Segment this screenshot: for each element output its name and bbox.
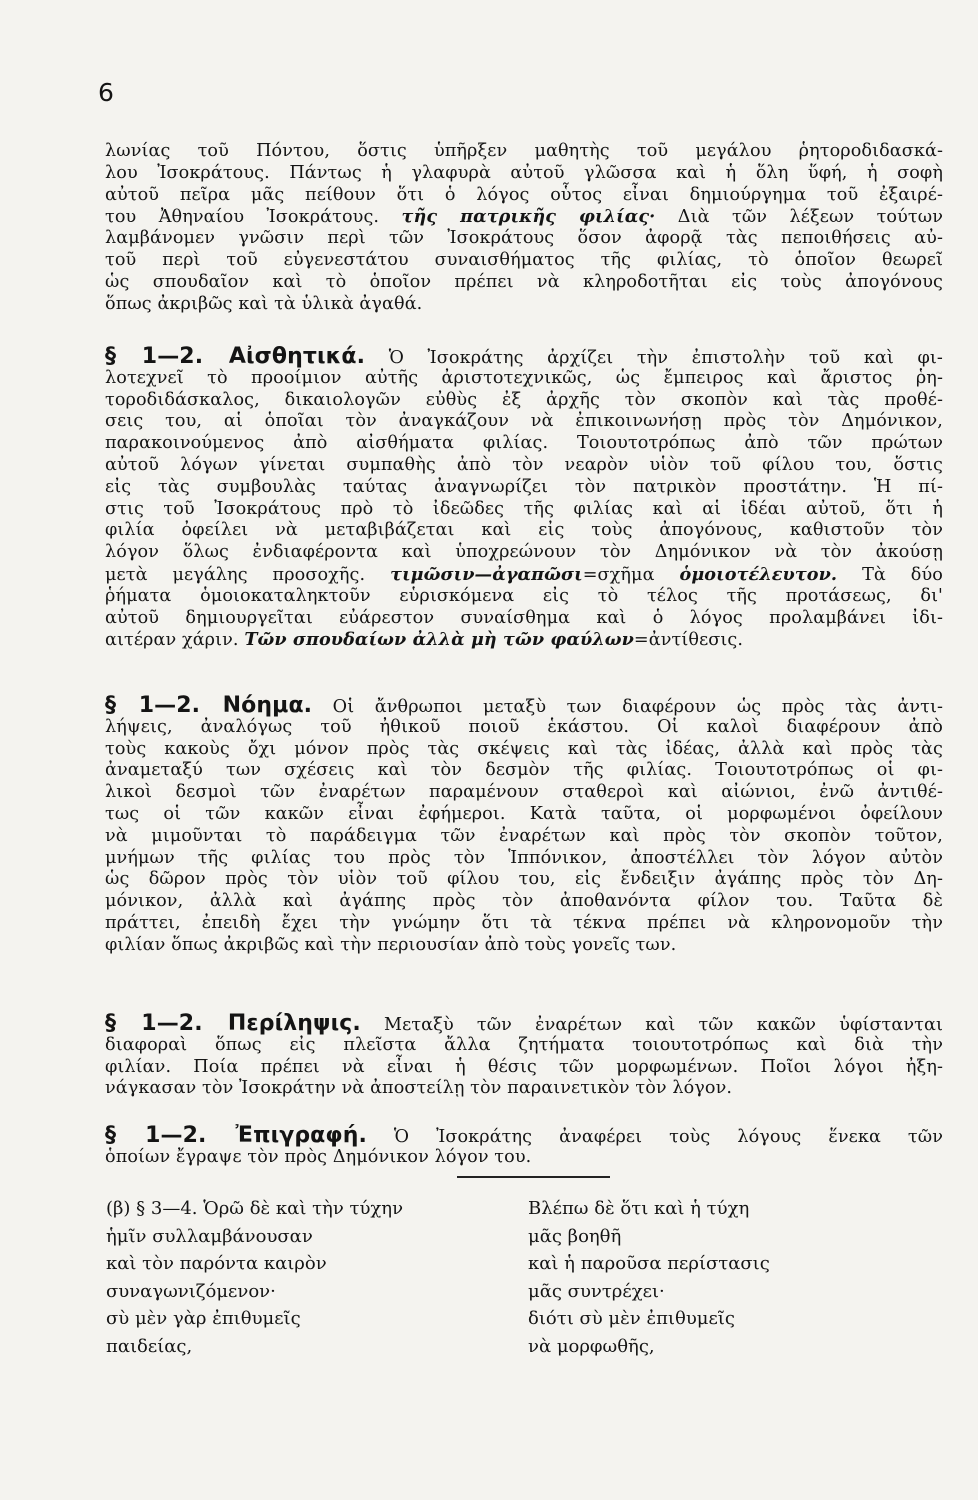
footnote-divider (457, 1176, 610, 1178)
footnote-line: μᾶς συντρέχει· (528, 1280, 665, 1302)
text-line: αὐτοῦ λόγων γίνεται συμπαθὴς ἀπὸ τὸν νεαρὸν υἱὸν τοῦ φίλου του, ὅστις (105, 454, 943, 475)
text-run: Διὰ τῶν λέξεων τούτων (677, 207, 943, 228)
intro-paragraph (105, 141, 943, 315)
footnote-line: καὶ ἡ παροῦσα περίστασις (528, 1253, 770, 1274)
text-line: πράττει, ἐπειδὴ ἔχει τὴν γνώμην ὅτι τὰ τέκνα πρέπει νὰ κληρονομοῦν τὴν (105, 912, 943, 933)
text-line: φιλίαν. Ποία πρέπει νὰ εἶναι ἡ θέσις τῶν μορφωμένων. Ποῖοι λόγοι ἠξη- (105, 1056, 943, 1077)
section-aisthitika (105, 346, 943, 651)
text-line: αὐτοῦ πεῖρα μᾶς πείθουν ὅτι ὁ λόγος οὗτος εἶναι δημιούργημα τοῦ ἐξαιρέ- (105, 184, 943, 205)
footnote-line: διότι σὺ μὲν ἐπιθυμεῖς (528, 1308, 735, 1329)
text-run: =ἀντίθεσις. (633, 630, 744, 651)
text-line: λου Ἰσοκράτους. Πάντως ἡ γλαφυρὰ αὐτοῦ γλῶσσα καὶ ἡ ὅλη ὕφή, ἡ σοφὴ (105, 162, 943, 183)
italic-phrase: τῆς πατρικῆς φιλίας· (401, 206, 656, 228)
text-line: τοῦ περὶ τοῦ εὐγενεστάτου συναισθήματος τῆς φιλίας, τὸ ὁποῖον θεωρεῖ (105, 249, 943, 270)
section-heading: § 1—2. Αἰσθητικά. (105, 344, 366, 369)
footnote-line: ἡμῖν συλλαμβάνουσαν (106, 1225, 313, 1247)
section-first-line (105, 1125, 943, 1147)
text-line: παρακοινούμενος ἀπὸ αἰσθήματα φιλίας. Τοιουτοτρόπως ἀπὸ τῶν πρώτων (105, 433, 943, 454)
page-number: 6 (98, 78, 114, 107)
text-line: λωνίας τοῦ Πόντου, ὅστις ὑπῆρξεν μαθητὴς τοῦ μεγάλου ῥητοροδιδασκά- (105, 141, 943, 161)
text-line: ὁποίων ἔγραψε τὸν πρὸς Δημόνικον λόγον του. (105, 1146, 532, 1167)
text-line: φιλίαν ὅπως ἀκριβῶς καὶ τὴν περιουσίαν ἀπὸ τοὺς γονεῖς των. (105, 934, 677, 955)
text-line: τοὺς κακοὺς ὄχι μόνον πρὸς τὰς σκέψεις καὶ τὰς ἰδέας, ἀλλὰ καὶ πρὸς τὰς (105, 738, 943, 759)
section-heading: § 1—2. Ἐπιγραφή. (105, 1123, 367, 1148)
footnote-original-column (106, 1195, 403, 1360)
text-line (105, 564, 943, 586)
text-line: νάγκασαν τὸν Ἰσοκράτην νὰ ἀποστείλῃ τὸν παραινετικὸν τὸν λόγον. (105, 1078, 733, 1099)
text-run: Τὰ δύο (862, 564, 943, 585)
footnote-line: Βλέπω δὲ ὅτι καὶ ἡ τύχη (528, 1198, 750, 1219)
text-run: του Ἀθηναίου Ἰσοκράτους. (105, 207, 380, 228)
section-epigrafi (105, 1125, 943, 1169)
text-line: φιλία ὀφείλει νὰ μεταβιβάζεται καὶ εἰς τοὺς ἀπογόνους, καθιστοῦν τὸν (105, 520, 943, 541)
footnote-line: καὶ τὸν παρόντα καιρὸν (106, 1253, 327, 1274)
text-run: Ὁ Ἰσοκράτης ἀναφέρει τοὺς λόγους ἕνεκα τῶν (393, 1127, 943, 1147)
text-run: Οἱ ἄνθρωποι μεταξὺ των διαφέρουν ὡς πρὸς τὰς ἀντι- (332, 697, 943, 717)
footnote-line: συναγωνιζόμενον· (106, 1280, 276, 1302)
text-run: μετὰ μεγάλης προσοχῆς. (105, 564, 366, 585)
text-line: μόνικον, ἀλλὰ καὶ ἀγάπης πρὸς τὸν ἀποθανόντα φίλον του. Ταῦτα δὲ (105, 891, 943, 912)
text-run: =σχῆμα (582, 564, 655, 585)
text-line (105, 629, 943, 651)
section-first-line (105, 1013, 943, 1035)
section-heading: § 1—2. Περίληψις. (105, 1011, 361, 1036)
footnote-line: σὺ μὲν γὰρ ἐπιθυμεῖς (106, 1308, 301, 1329)
text-run: Μεταξὺ τῶν ἐναρέτων καὶ τῶν κακῶν ὑφίστανται (384, 1015, 943, 1035)
footnote-line: μᾶς βοηθῆ (528, 1225, 622, 1247)
text-line (105, 206, 943, 228)
text-line: εἰς τὰς συμβουλὰς ταύτας ἀναγνωρίζει τὸν πατρικὸν προστάτην. Ἡ πί- (105, 476, 943, 497)
section-first-line (105, 346, 943, 368)
text-line: ἀναμεταξύ των σχέσεις καὶ τὸν δεσμὸν τῆς φιλίας. Τοιουτοτρόπως οἱ φι- (105, 760, 943, 781)
text-line: λικοὶ δεσμοὶ τῶν ἐναρέτων παραμένουν σταθεροὶ καὶ αἰώνιοι, ἐνῶ ἀντιθέ- (105, 782, 943, 803)
section-heading: § 1—2. Νόημα. (105, 693, 313, 718)
text-line: αὐτοῦ δημιουργεῖται εὐάρεστον συναίσθημα καὶ ὁ λόγος προλαμβάνει ἰδι- (105, 607, 943, 628)
text-line: τοροδιδάσκαλος, δικαιολογῶν εὐθὺς ἐξ ἀρχῆς τὸν σκοπὸν καὶ τὰς προθέ- (105, 389, 943, 410)
footnote-line: παιδείας, (106, 1335, 193, 1357)
footnote-translation-column (528, 1195, 770, 1360)
text-line: μνήμων τῆς φιλίας του πρὸς τὸν Ἱππόνικον, ἀποστέλλει τὸν λόγον αὐτὸν (105, 847, 943, 868)
text-line: ὡς σπουδαῖον καὶ τὸ ὁποῖον πρέπει νὰ κληροδοτῆται εἰς τοὺς ἀπογόνους (105, 271, 943, 292)
text-line: λαμβάνομεν γνῶσιν περὶ τῶν Ἰσοκράτους ὅσον ἀφορᾷ τὰς πεποιθήσεις αὐ- (105, 228, 943, 249)
text-run: αιτέραν χάριν. (105, 630, 239, 651)
text-line: σεις του, αἱ ὁποῖαι τὸν ἀναγκάζουν νὰ ἐπικοινωνήσῃ πρὸς τὸν Δημόνικον, (105, 411, 943, 432)
text-line: ὅπως ἀκριβῶς καὶ τὰ ὑλικὰ ἀγαθά. (105, 293, 423, 314)
footnote-line: (β) § 3—4. Ὁρῶ δὲ καὶ τὴν τύχην (106, 1198, 404, 1219)
text-line: λοτεχνεῖ τὸ προοίμιον αὐτῆς ἀριστοτεχνικῶς, ὡς ἔμπειρος καὶ ἄριστος ῥη- (105, 367, 943, 388)
text-line: στις τοῦ Ἰσοκράτους πρὸ τὸ ἰδεῶδες τῆς φιλίας καὶ αἱ ἰδέαι αὐτοῦ, ὅτι ἡ (105, 498, 943, 519)
text-line: λήψεις, ἀναλόγως τοῦ ἠθικοῦ ποιοῦ ἑκάστου. Οἱ καλοὶ διαφέρουν ἀπὸ (105, 716, 943, 737)
section-first-line (105, 695, 943, 717)
text-run: Ὁ Ἰσοκράτης ἀρχίζει τὴν ἐπιστολὴν τοῦ καὶ φι- (388, 348, 943, 368)
text-line: νὰ μιμοῦνται τὸ παράδειγμα τῶν ἐναρέτων καὶ πρὸς τὸν σκοπὸν τοῦτον, (105, 825, 943, 846)
text-line: διαφοραὶ ὅπως εἰς πλεῖστα ἄλλα ζητήματα τοιουτοτρόπως καὶ διὰ τὴν (105, 1034, 943, 1055)
text-line: λόγον ὅλως ἐνδιαφέροντα καὶ ὑποχρεώνουν τὸν Δημόνικον νὰ τὸν ἀκούσῃ (105, 542, 943, 563)
text-line: τως οἱ τῶν κακῶν εἶναι ἐφήμεροι. Κατὰ ταῦτα, οἱ μορφωμένοι ὀφείλουν (105, 803, 943, 824)
italic-phrase: τιμῶσιν—ἀγαπῶσι (390, 563, 583, 585)
italic-phrase: ὁμοιοτέλευτον. (679, 563, 838, 585)
text-line: ὡς δῶρον πρὸς τὸν υἱὸν τοῦ φίλου του, εἰς ἔνδειξιν ἀγάπης πρὸς τὸν Δη- (105, 869, 943, 890)
section-noima (105, 695, 943, 957)
italic-phrase: Τῶν σπουδαίων ἀλλὰ μὴ τῶν φαύλων (244, 629, 634, 651)
footnote-line: νὰ μορφωθῆς, (528, 1335, 655, 1357)
section-perilipsis (105, 1013, 943, 1100)
text-line: ῥήματα ὁμοιοκαταληκτοῦν εὑρισκόμενα εἰς τὸ τέλος τῆς προτάσεως, δι' (105, 585, 943, 606)
